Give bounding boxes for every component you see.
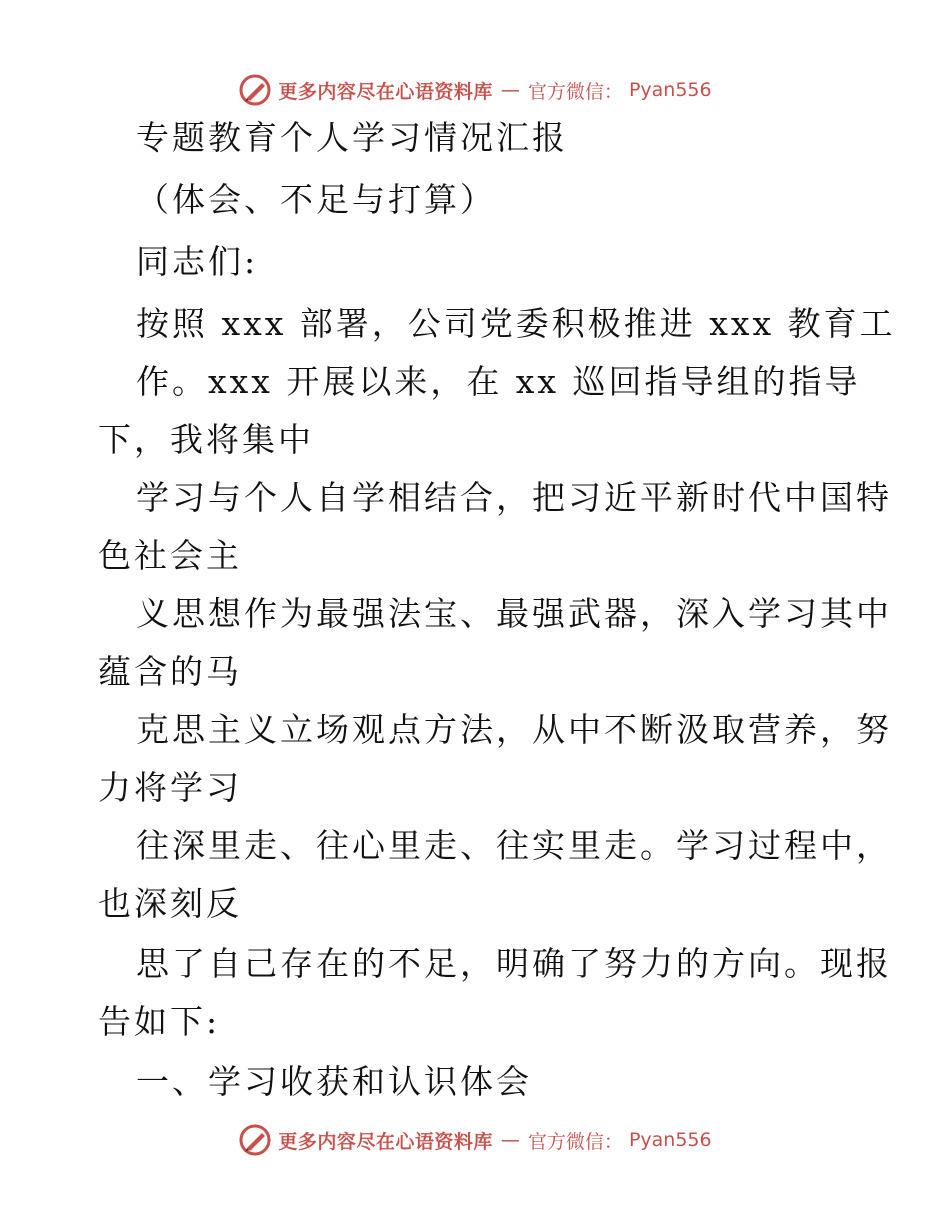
paragraph-line: 力将学习 xyxy=(98,768,242,807)
document-title: 专题教育个人学习情况汇报 xyxy=(136,118,568,157)
section-heading: 一、学习收获和认识体会 xyxy=(136,1062,532,1101)
watermark-site-text: 更多内容尽在心语资料库 xyxy=(278,1130,493,1153)
watermark-account: Pyan556 xyxy=(628,79,712,101)
paragraph-line: 思了自己存在的不足，明确了努力的方向。现报 xyxy=(136,944,892,983)
paragraph-line: 学习与个人自学相结合，把习近平新时代中国特 xyxy=(136,478,892,517)
header-watermark xyxy=(0,70,950,110)
paragraph-line: 色社会主 xyxy=(98,536,242,575)
paragraph-line: 蕴含的马 xyxy=(98,652,242,691)
paragraph-line: 克思主义立场观点方法，从中不断汲取营养，努 xyxy=(136,710,892,749)
paragraph-line: 也深刻反 xyxy=(98,884,242,923)
watermark-label: 官方微信： xyxy=(527,80,623,103)
paragraph-line: 按照 xxx 部署，公司党委积极推进 xxx 教育工 xyxy=(136,304,896,343)
watermark-account: Pyan556 xyxy=(628,1129,712,1151)
paragraph-line: 下，我将集中 xyxy=(98,420,314,459)
paragraph-line: 告如下: xyxy=(98,1002,221,1041)
watermark-dash: — xyxy=(500,79,520,101)
pen-seal-icon xyxy=(238,1123,272,1157)
watermark-label: 官方微信： xyxy=(527,1130,623,1153)
paragraph-line: 义思想作为最强法宝、最强武器，深入学习其中 xyxy=(136,594,892,633)
watermark-dash: — xyxy=(500,1129,520,1151)
paragraph-line: 往深里走、往心里走、往实里走。学习过程中， xyxy=(136,826,892,865)
salutation: 同志们: xyxy=(136,242,259,281)
paragraph-line: 作。xxx 开展以来，在 xx 巡回指导组的指导 xyxy=(136,362,861,401)
watermark-site-text: 更多内容尽在心语资料库 xyxy=(278,80,493,103)
pen-seal-icon xyxy=(238,73,272,107)
footer-watermark xyxy=(0,1120,950,1160)
document-subtitle: （体会、不足与打算） xyxy=(136,180,496,219)
